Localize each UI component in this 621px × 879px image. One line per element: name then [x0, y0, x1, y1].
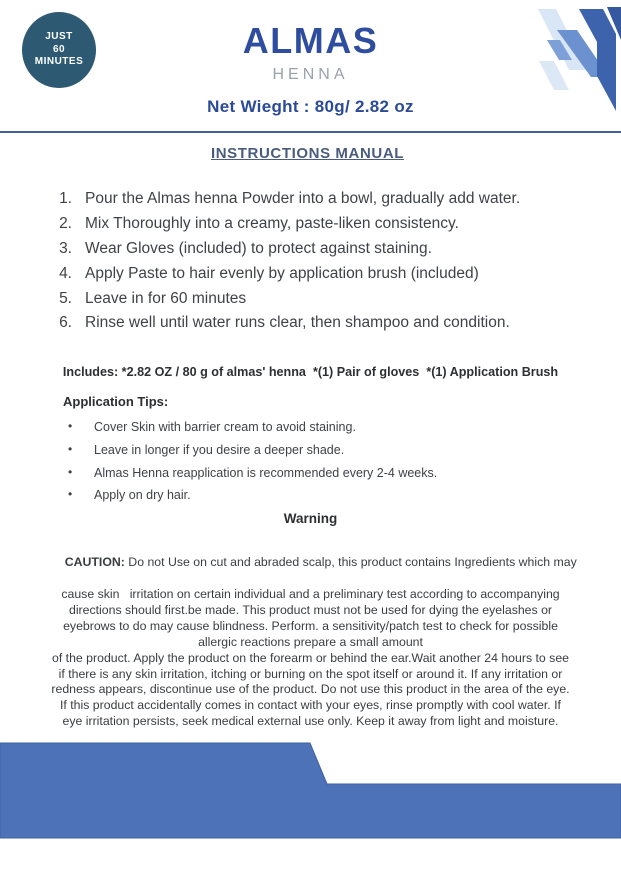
- warning-heading: Warning: [283, 511, 338, 527]
- application-tips-heading: Application Tips:: [63, 393, 169, 409]
- badge-line-3: MINUTES: [34, 56, 84, 68]
- caution-line: eyebrows to do may cause blindness. Perform. a sensitivity/patch test to check for possible: [63, 618, 558, 633]
- caution-line: allergic reactions prepare a small amount: [198, 634, 423, 649]
- caution-line: if there is any skin irritation, itching or burning on the spot itself or around it. If any irritation or: [58, 666, 563, 681]
- bottom-banner-shape: [0, 739, 621, 879]
- caution-line: redness appears, discontinue use of the product. Do not use this product in the area of the eye.: [51, 682, 570, 697]
- step-text: Pour the Almas henna Powder into a bowl, gradually add water.: [85, 190, 521, 207]
- step-text: Leave in for 60 minutes: [85, 289, 247, 307]
- step-text: Mix Thoroughly into a creamy, paste-liken consistency.: [85, 214, 459, 232]
- tip-text: Leave in longer if you desire a deeper shade.: [94, 442, 345, 457]
- caution-line: [14, 539, 607, 587]
- caution-label: CAUTION:: [64, 555, 125, 570]
- bullet-icon: [68, 443, 94, 457]
- net-weight: Net Wieght : 80g/ 2.82 oz: [207, 97, 414, 116]
- caution-line-text: Do not Use on cut and abraded scalp, this product contains Ingredients which may: [124, 555, 577, 570]
- step-text: Apply Paste to hair evenly by application brush (included): [85, 264, 479, 282]
- brand-logo-icon: [503, 4, 621, 125]
- instruction-step: [42, 289, 581, 308]
- bullet-icon: [68, 488, 94, 502]
- step-text: Rinse well until water runs clear, then shampoo and condition.: [85, 314, 510, 332]
- step-number: 6.: [59, 314, 72, 332]
- badge-line-1: JUST: [45, 31, 73, 43]
- badge-line-2: 60: [52, 43, 66, 55]
- caution-line: of the product. Apply the product on the forearm or behind the ear.Wait another 24 hours to see: [51, 650, 570, 665]
- header-divider: [0, 131, 621, 133]
- instruction-step: [42, 189, 581, 208]
- application-tips-list: [68, 420, 621, 503]
- instruction-step: [42, 214, 581, 233]
- instruction-step: [42, 313, 581, 332]
- bullet-icon: [68, 466, 94, 480]
- brand-name: ALMAS: [242, 20, 379, 61]
- tip-item: [68, 443, 621, 457]
- caution-line: If this product accidentally comes in contact with your eyes, rinse promptly with cool water. If: [60, 698, 561, 713]
- step-text: Wear Gloves (included) to protect against staining.: [85, 239, 432, 257]
- instruction-steps: [42, 189, 581, 333]
- tip-item: [68, 420, 621, 434]
- step-number: 2.: [59, 214, 72, 232]
- step-number: 3.: [59, 239, 72, 257]
- tip-text: Cover Skin with barrier cream to avoid staining.: [94, 419, 356, 434]
- tip-item: [68, 488, 621, 502]
- caution-line: eye irritation persists, seek medical external use only. Keep it away from light and moisture.: [62, 714, 559, 729]
- step-number: 5.: [59, 289, 72, 307]
- header: [0, 0, 621, 131]
- caution-paragraph: [14, 539, 607, 730]
- caution-line: directions should first.be made. This product must not be used for dying the eyelashes or: [68, 602, 553, 617]
- step-number: 1.: [59, 190, 72, 207]
- manual-title: INSTRUCTIONS MANUAL: [210, 145, 405, 162]
- tip-text: Apply on dry hair.: [94, 488, 191, 503]
- product-type: HENNA: [272, 66, 349, 83]
- tip-text: Almas Henna reapplication is recommended every 2-4 weeks.: [94, 465, 438, 480]
- manual-title-wrap: [0, 145, 621, 163]
- bullet-icon: [68, 420, 94, 434]
- instruction-step: [42, 264, 581, 283]
- step-number: 4.: [59, 264, 72, 282]
- includes-line: Includes: *2.82 OZ / 80 g of almas' henna *(1) Pair of gloves *(1) Application Brush: [62, 364, 559, 379]
- tip-item: [68, 466, 621, 480]
- caution-line: cause skin irritation on certain individual and a preliminary test according to accompanying: [61, 586, 560, 601]
- instruction-step: [42, 239, 581, 258]
